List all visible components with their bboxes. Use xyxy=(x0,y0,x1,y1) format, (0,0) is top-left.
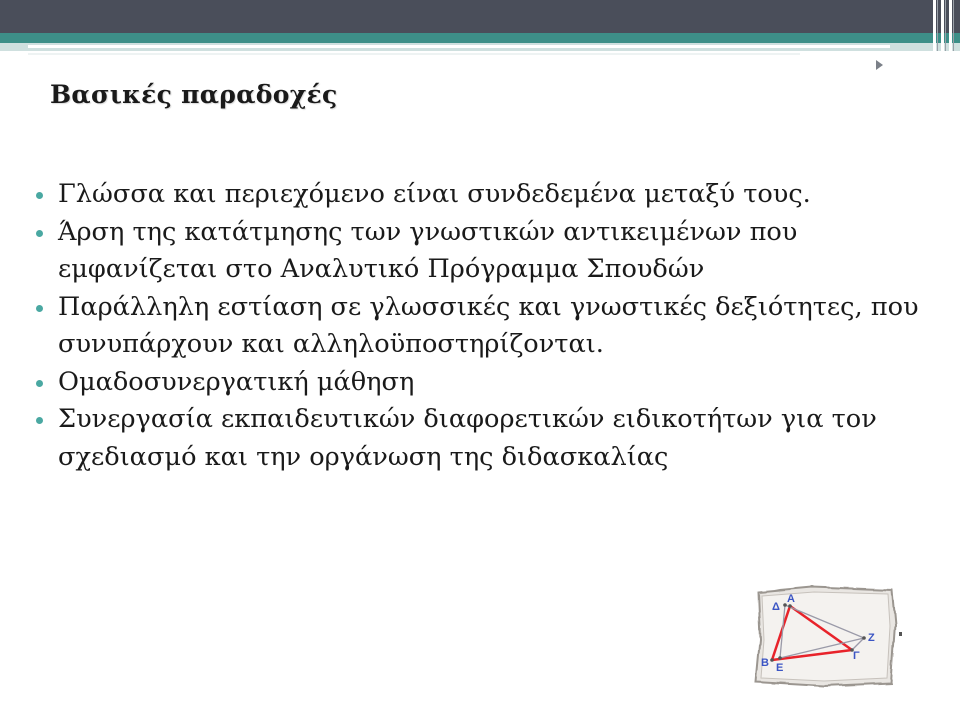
bullet-item xyxy=(36,364,936,402)
header-stripe xyxy=(941,0,944,51)
point-marker xyxy=(862,636,866,640)
label-epsilon: Ε xyxy=(776,662,784,674)
bullet-dot-icon xyxy=(36,417,43,424)
slide-title: Βασικές παραδοχές xyxy=(50,80,338,109)
bullet-text: Παράλληλη εστίαση σε γλωσσικές και γνωστικές δεξιότητες, που συνυπάρχουν και αλληλοϋποστηρίζονται. xyxy=(58,291,919,359)
bullet-text: Γλώσσα και περιεχόμενο είναι συνδεδεμένα μεταξύ τους. xyxy=(58,179,811,209)
point-marker xyxy=(770,658,774,662)
header-stripe xyxy=(949,0,952,51)
triangle-marker-icon xyxy=(876,60,883,70)
geometry-figure-image xyxy=(752,584,898,689)
bullet-list xyxy=(36,176,936,476)
label-beta: Β xyxy=(761,657,769,669)
bullet-text: Ομαδοσυνεργατική μάθηση xyxy=(58,366,415,397)
header-stripe-line xyxy=(937,0,938,51)
header-rule-secondary xyxy=(28,53,800,55)
label-zeta: Ζ xyxy=(868,632,875,644)
header-stripe-line xyxy=(953,0,954,51)
bullet-dot-icon xyxy=(36,305,43,312)
bullet-text: Συνεργασία εκπαιδευτικών διαφορετικών ειδικοτήτων για τον σχεδιασμό και την οργάνωση της διδασκαλίας xyxy=(58,404,877,472)
decorative-dot xyxy=(899,632,902,636)
bullet-item xyxy=(36,289,936,364)
header-stripe xyxy=(933,0,936,51)
header-band-teal xyxy=(0,33,960,43)
label-delta: Δ xyxy=(772,601,780,613)
bullet-dot-icon xyxy=(36,380,43,387)
header-band-dark xyxy=(0,0,960,33)
point-marker xyxy=(778,656,782,660)
bullet-text: Άρση της κατάτμησης των γνωστικών αντικειμένων που εμφανίζεται στο Αναλυτικό Πρόγραμμα Σπουδών xyxy=(58,216,798,284)
bullet-item xyxy=(36,214,936,289)
bullet-dot-icon xyxy=(36,192,43,199)
label-alpha: Α xyxy=(787,593,795,605)
header-rule xyxy=(28,45,890,48)
bullet-dot-icon xyxy=(36,230,43,237)
header-stripe-line xyxy=(945,0,946,51)
bullet-item xyxy=(36,176,936,214)
label-gamma: Γ xyxy=(853,650,860,662)
bullet-item xyxy=(36,401,936,476)
